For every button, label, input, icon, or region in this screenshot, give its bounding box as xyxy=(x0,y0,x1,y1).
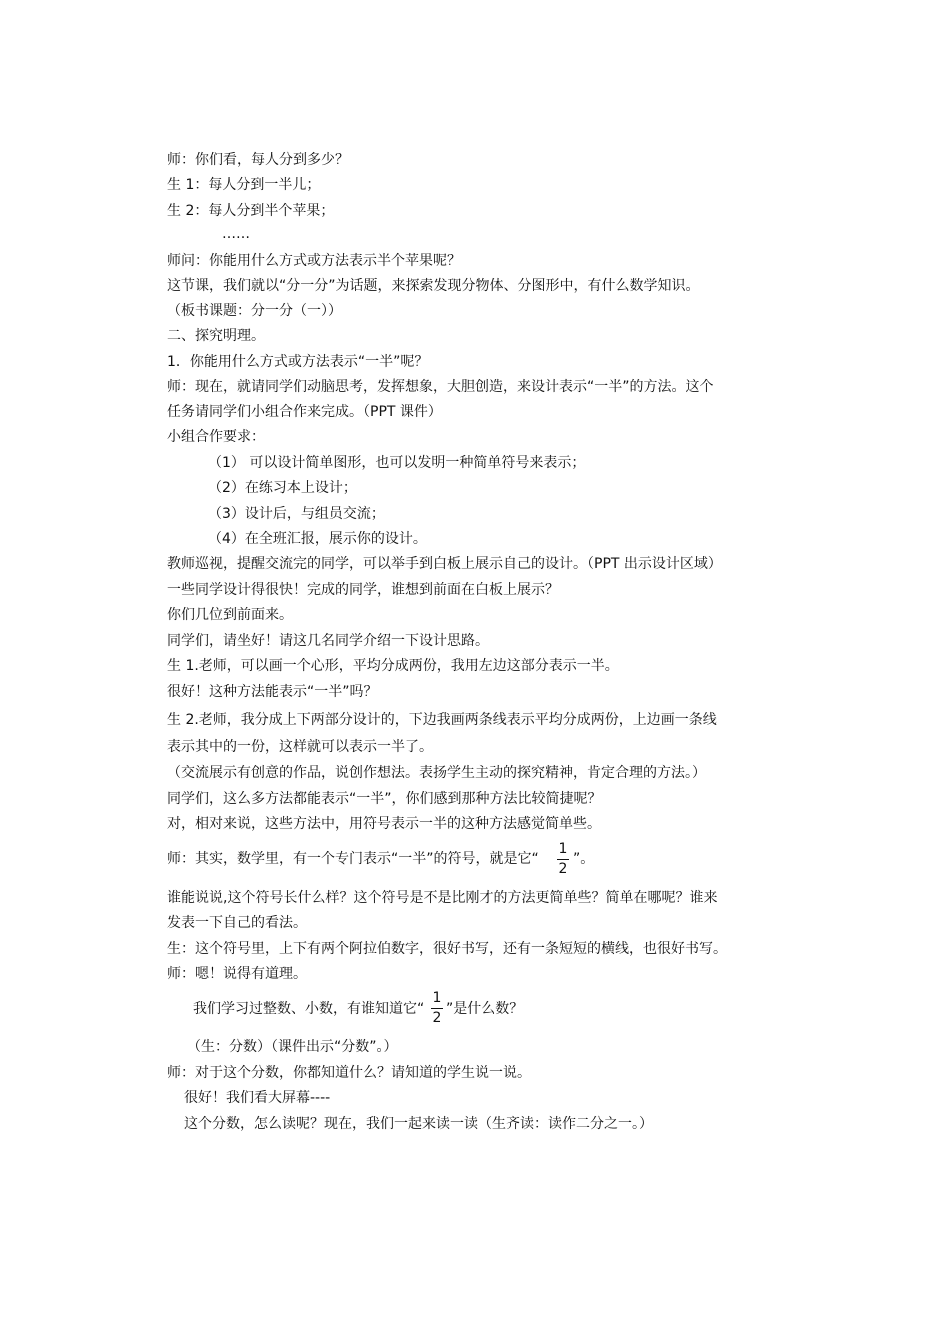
text-line: 小组合作要求： xyxy=(167,429,265,445)
ellipsis-line: …… xyxy=(222,226,250,242)
text-line: 任务请同学们小组合作来完成。（PPT 课件） xyxy=(167,404,442,420)
fraction-denominator: 2 xyxy=(558,861,568,877)
text-line: （交流展示有创意的作品，说创作想法。表扬学生主动的探究精神，肯定合理的方法。） xyxy=(167,765,706,781)
text-line: 1．你能用什么方式或方法表示“一半”呢？ xyxy=(167,354,429,370)
text-line: 生：这个符号里，上下有两个阿拉伯数字，很好书写，还有一条短短的横线，也很好书写。 xyxy=(167,941,727,957)
text-line: 师：对于这个分数，你都知道什么？请知道的学生说一说。 xyxy=(167,1065,531,1081)
text-line: （生：分数）（课件出示“分数”。） xyxy=(187,1039,398,1055)
list-item: （4）在全班汇报，展示你的设计。 xyxy=(208,531,427,547)
text-line: ”是什么数？ xyxy=(446,1001,524,1017)
text-line: 同学们，这么多方法都能表示“一半”，你们感到那种方法比较简捷呢？ xyxy=(167,791,602,807)
fraction-denominator: 2 xyxy=(432,1010,442,1026)
text-line: 生 1.老师，可以画一个心形，平均分成两份，我用左边这部分表示一半。 xyxy=(167,658,619,674)
text-line: 我们学习过整数、小数，有谁知道它“ xyxy=(193,1001,425,1017)
text-line: 很好！我们看大屏幕---- xyxy=(184,1090,331,1106)
text-line: 发表一下自己的看法。 xyxy=(167,915,307,931)
fraction-bar xyxy=(557,859,569,860)
list-item: （1） 可以设计简单图形，也可以发明一种简单符号来表示； xyxy=(208,455,586,471)
text-line: 教师巡视，提醒交流完的同学，可以举手到白板上展示自己的设计。（PPT 出示设计区域） xyxy=(167,556,722,572)
text-line: 师：你们看，每人分到多少？ xyxy=(167,152,349,168)
fraction-numerator: 1 xyxy=(432,990,442,1006)
text-line: 这节课，我们就以“分一分”为话题，来探索发现分物体、分图形中，有什么数学知识。 xyxy=(167,278,700,294)
text-line: 对，相对来说，这些方法中，用符号表示一半的这种方法感觉简单些。 xyxy=(167,816,601,832)
text-line: （板书课题：分一分（一）） xyxy=(167,303,342,319)
text-line: 谁能说说,这个符号长什么样？这个符号是不是比刚才的方法更简单些？简单在哪呢？谁来 xyxy=(167,890,718,906)
list-item: （2）在练习本上设计； xyxy=(208,480,357,496)
text-line: 师：其实，数学里，有一个专门表示“一半”的符号，就是它“ xyxy=(167,851,539,867)
text-line: 师：现在，就请同学们动脑思考，发挥想象，大胆创造，来设计表示“一半”的方法。这个 xyxy=(167,379,714,395)
text-line: 生 1：每人分到一半儿； xyxy=(167,177,321,193)
text-line: 生 2：每人分到半个苹果； xyxy=(167,203,335,219)
text-line: 这个分数，怎么读呢？现在，我们一起来读一读（生齐读：读作二分之一。） xyxy=(184,1116,653,1132)
fraction-numerator: 1 xyxy=(558,841,568,857)
text-line: 表示其中的一份，这样就可以表示一半了。 xyxy=(167,739,433,755)
text-line: ”。 xyxy=(573,851,595,867)
text-line: 你们几位到前面来。 xyxy=(167,607,293,623)
fraction-bar xyxy=(431,1008,443,1009)
text-line: 师：嗯！说得有道理。 xyxy=(167,966,307,982)
section-heading: 二、探究明理。 xyxy=(167,328,265,344)
text-line: 生 2.老师，我分成上下两部分设计的，下边我画两条线表示平均分成两份，上边画一条线 xyxy=(167,712,717,728)
text-line: 很好！这种方法能表示“一半”吗？ xyxy=(167,684,378,700)
text-line: 师问：你能用什么方式或方法表示半个苹果呢？ xyxy=(167,253,461,269)
text-line: 同学们，请坐好！请这几名同学介绍一下设计思路。 xyxy=(167,633,489,649)
text-line: 一些同学设计得很快！完成的同学，谁想到前面在白板上展示？ xyxy=(167,582,559,598)
list-item: （3）设计后，与组员交流； xyxy=(208,506,385,522)
